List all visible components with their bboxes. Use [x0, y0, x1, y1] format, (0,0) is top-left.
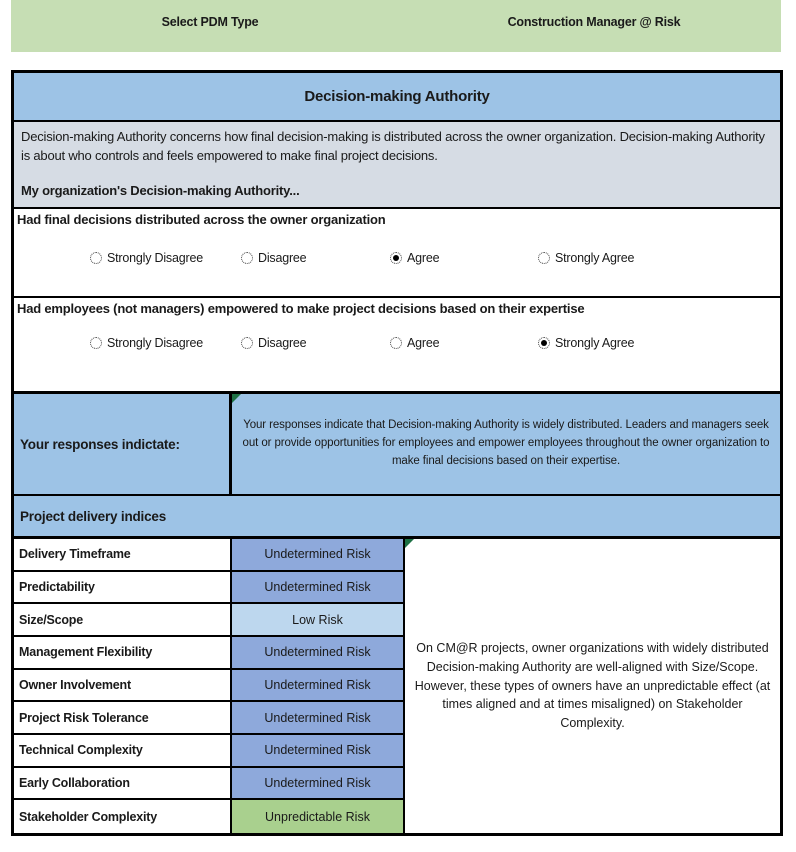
- risk-value-technical-complexity: Undetermined Risk: [232, 735, 405, 768]
- radio-option-label: Agree: [407, 251, 440, 265]
- risk-value-stakeholder-complexity: Unpredictable Risk: [232, 800, 405, 833]
- index-label-delivery-timeframe: Delivery Timeframe: [14, 539, 232, 572]
- project-delivery-indices-header: Project delivery indices: [14, 496, 780, 539]
- radio-button-icon[interactable]: [241, 337, 253, 349]
- responses-text-cell: [232, 394, 780, 494]
- radio-option-agree[interactable]: [390, 251, 439, 265]
- responses-section: [14, 394, 780, 496]
- index-label-technical-complexity: Technical Complexity: [14, 735, 232, 768]
- radio-button-icon[interactable]: [538, 337, 550, 349]
- index-label-early-collaboration: Early Collaboration: [14, 768, 232, 801]
- indices-note-cell: [405, 539, 780, 833]
- index-label-predictability: Predictability: [14, 572, 232, 605]
- intro-paragraph: Decision-making Authority concerns how final decision-making is distributed across the owner organization. Decision-making Authority is about who controls and feels empowered to make final project decisions.: [21, 129, 765, 163]
- radio-option-label: Strongly Agree: [555, 336, 635, 350]
- risk-value-size-scope: Low Risk: [232, 604, 405, 637]
- radio-option-label: Disagree: [258, 336, 307, 350]
- question-prompt: Had employees (not managers) empowered to make project decisions based on their expertise: [17, 301, 585, 316]
- risk-value-project-risk-tolerance: Undetermined Risk: [232, 702, 405, 735]
- question-final-decisions: [14, 209, 780, 298]
- responses-text: Your responses indicate that Decision-making Authority is widely distributed. Leaders and managers seek out or provide opportunities for employees and empower employees throughout the owner organization to make final decisions based on their expertise.: [242, 419, 770, 467]
- risk-value-owner-involvement: Undetermined Risk: [232, 670, 405, 703]
- radio-button-icon[interactable]: [90, 252, 102, 264]
- radio-option-label: Strongly Disagree: [107, 251, 203, 265]
- radio-option-label: Strongly Agree: [555, 251, 635, 265]
- pdm-type-value[interactable]: Construction Manager @ Risk: [507, 15, 681, 29]
- risk-value-management-flexibility: Undetermined Risk: [232, 637, 405, 670]
- decision-making-authority-panel: [11, 70, 783, 836]
- radio-option-strongly-disagree[interactable]: [90, 336, 203, 350]
- indices-table: [14, 539, 780, 833]
- radio-button-icon[interactable]: [390, 337, 402, 349]
- radio-button-icon[interactable]: [241, 252, 253, 264]
- pdm-type-label: Select PDM Type: [161, 15, 259, 29]
- radio-option-label: Agree: [407, 336, 440, 350]
- radio-option-agree[interactable]: [390, 336, 439, 350]
- radio-button-icon[interactable]: [390, 252, 402, 264]
- intro-section: [14, 122, 780, 209]
- risk-value-delivery-timeframe: Undetermined Risk: [232, 539, 405, 572]
- radio-option-label: Disagree: [258, 251, 307, 265]
- radio-option-disagree[interactable]: [241, 251, 306, 265]
- radio-option-disagree[interactable]: [241, 336, 306, 350]
- radio-option-label: Strongly Disagree: [107, 336, 203, 350]
- responses-label: Your responses indictate:: [14, 394, 232, 494]
- index-label-project-risk-tolerance: Project Risk Tolerance: [14, 702, 232, 735]
- pdm-type-bar: [11, 0, 781, 52]
- radio-option-strongly-agree[interactable]: [538, 251, 634, 265]
- indices-note-text: On CM@R projects, owner organizations with widely distributed Decision-making Authority are well-aligned with Size/Scope. However, these types of owners have an unpredictable effect (at times aligned and at times misaligned) on Stakeholder Complexity.: [414, 641, 771, 731]
- cell-corner-flag-icon: [232, 394, 241, 403]
- question-prompt: Had final decisions distributed across the owner organization: [17, 212, 386, 227]
- index-label-management-flexibility: Management Flexibility: [14, 637, 232, 670]
- index-label-size-scope: Size/Scope: [14, 604, 232, 637]
- index-label-owner-involvement: Owner Involvement: [14, 670, 232, 703]
- radio-option-strongly-disagree[interactable]: [90, 251, 203, 265]
- risk-value-predictability: Undetermined Risk: [232, 572, 405, 605]
- panel-title: Decision-making Authority: [14, 73, 780, 122]
- cell-corner-flag-icon: [405, 539, 414, 548]
- risk-value-early-collaboration: Undetermined Risk: [232, 768, 405, 801]
- question-employees-empowered: [14, 298, 780, 394]
- intro-bold-line: My organization's Decision-making Authority...: [21, 183, 300, 199]
- radio-option-strongly-agree[interactable]: [538, 336, 634, 350]
- radio-button-icon[interactable]: [90, 337, 102, 349]
- index-label-stakeholder-complexity: Stakeholder Complexity: [14, 800, 232, 833]
- radio-button-icon[interactable]: [538, 252, 550, 264]
